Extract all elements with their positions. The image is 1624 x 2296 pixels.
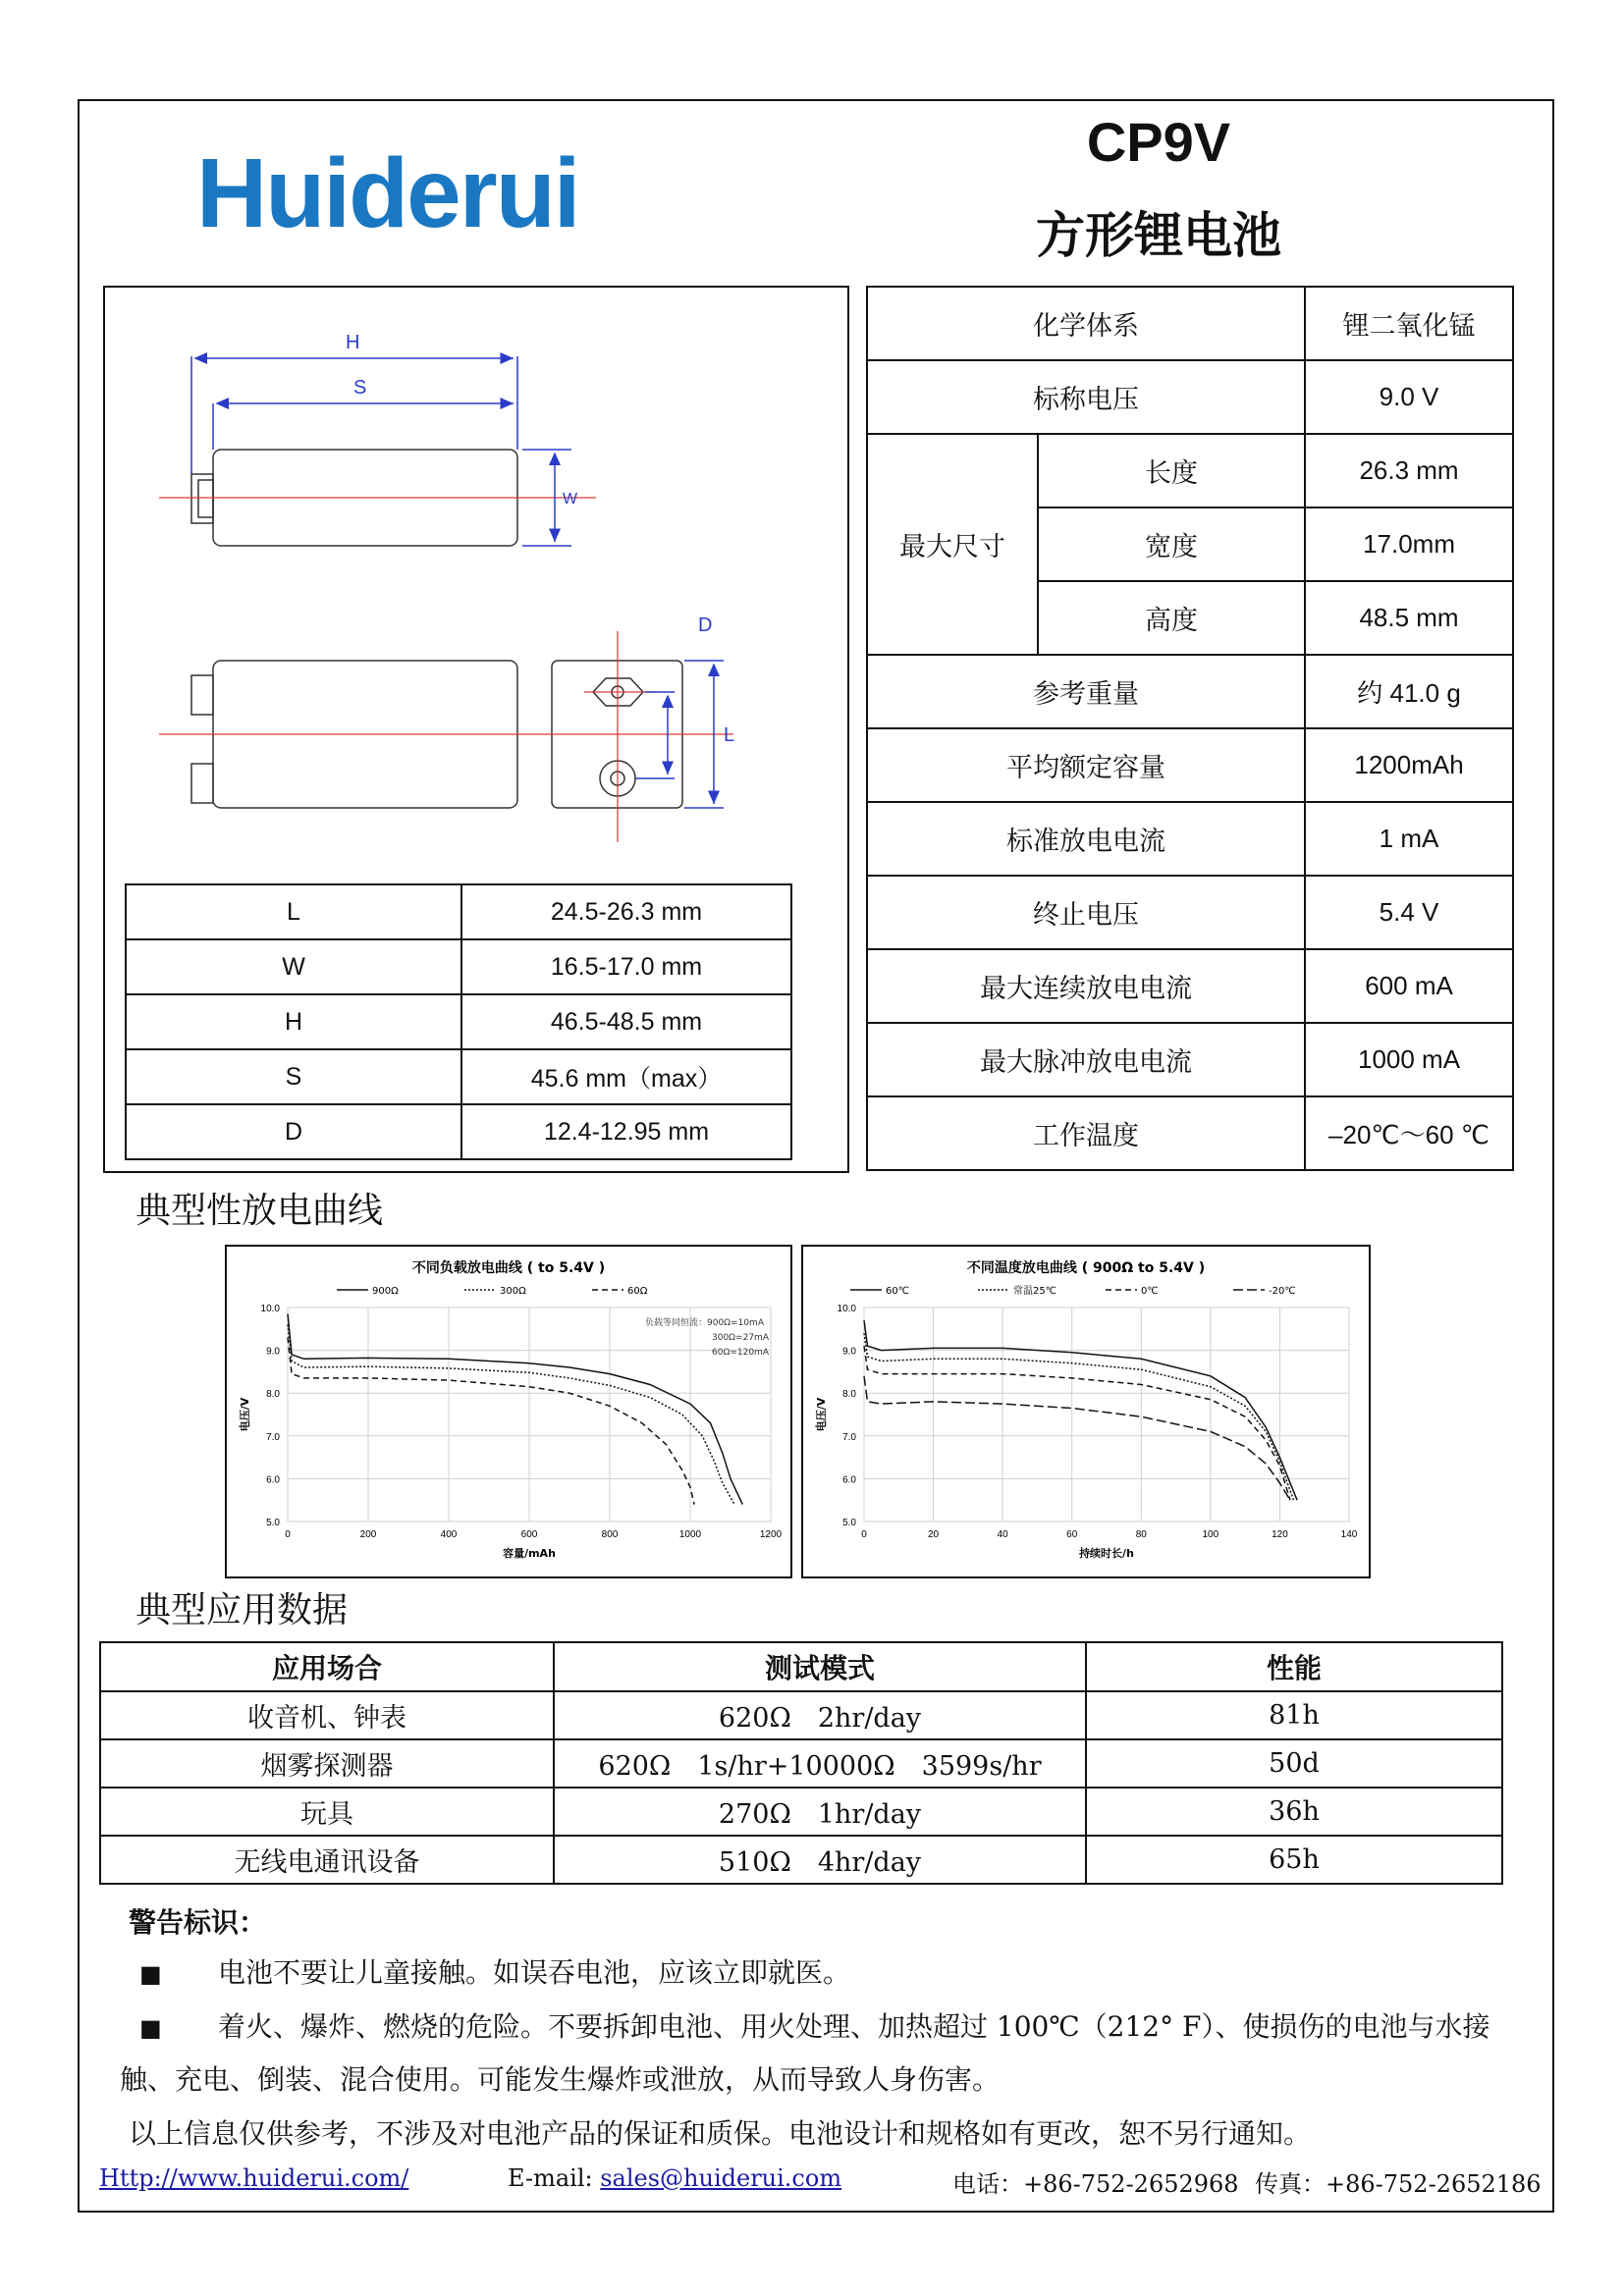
- chart-annotation: 300Ω=27mA: [712, 1333, 769, 1343]
- spec-sublabel: 高度: [1038, 581, 1305, 655]
- apps-cell: 270Ω 1hr/day: [554, 1788, 1086, 1836]
- x-tick-label: 60: [1066, 1529, 1078, 1540]
- spec-label: 参考重量: [867, 655, 1305, 728]
- disclaimer: 以上信息仅供参考，不涉及对电池产品的保证和质保。电池设计和规格如有更改，恕不另行通知。: [129, 2117, 1312, 2150]
- footer-phone: 电话：+86-752-2652968: [952, 2170, 1239, 2198]
- spec-label: 化学体系: [867, 287, 1305, 360]
- x-axis-label: 容量/mAh: [503, 1547, 556, 1560]
- y-tick-label: 5.0: [266, 1518, 280, 1528]
- spec-sublabel: 长度: [1038, 434, 1305, 507]
- y-axis-label: 电压/V: [239, 1397, 251, 1432]
- spec-value: 600 mA: [1305, 949, 1513, 1023]
- product-name: 方形锂电池: [1036, 207, 1281, 264]
- spec-label: 最大脉冲放电电流: [867, 1023, 1305, 1096]
- dimension-key: D: [126, 1104, 461, 1159]
- dimension-key: H: [126, 994, 461, 1049]
- x-tick-label: 20: [928, 1529, 940, 1540]
- chart-load: [225, 1245, 792, 1578]
- spec-value: 锂二氧化锰: [1305, 287, 1513, 360]
- x-axis-label: 持续时长/h: [1079, 1547, 1134, 1560]
- x-tick-label: 200: [359, 1529, 377, 1540]
- spec-label: 工作温度: [867, 1096, 1305, 1170]
- y-axis-label: 电压/V: [815, 1397, 828, 1432]
- x-tick-label: 600: [520, 1529, 538, 1540]
- apps-cell: 510Ω 4hr/day: [554, 1836, 1086, 1884]
- x-tick-label: 100: [1202, 1529, 1219, 1540]
- spec-row-std-current: [867, 802, 1513, 876]
- apps-cell: 50d: [1086, 1739, 1502, 1788]
- dimension-key: W: [126, 939, 461, 994]
- legend-label: 60℃: [886, 1286, 909, 1297]
- curves-heading: 典型性放电曲线: [135, 1191, 384, 1231]
- spec-row-max-pulse: [867, 1023, 1513, 1096]
- legend-label: 0℃: [1141, 1286, 1159, 1297]
- bullet-icon: ■: [139, 2014, 162, 2042]
- spec-label: 最大连续放电电流: [867, 949, 1305, 1023]
- y-tick-label: 10.0: [260, 1304, 280, 1314]
- spec-label: 平均额定容量: [867, 728, 1305, 802]
- legend-label: -20℃: [1269, 1286, 1296, 1297]
- chart-annotation: 负载等同恒流：900Ω=10mA: [645, 1318, 764, 1328]
- apps-row: [100, 1691, 1502, 1739]
- footer-fax: 传真：+86-752-2652186: [1255, 2170, 1542, 2198]
- dimension-row: [126, 884, 791, 939]
- y-tick-label: 8.0: [266, 1389, 280, 1401]
- x-tick-label: 800: [601, 1529, 619, 1540]
- dimension-value: 12.4-12.95 mm: [461, 1104, 791, 1159]
- dimension-table: [125, 883, 792, 1160]
- apps-row: [100, 1836, 1502, 1884]
- apps-col-header: 测试模式: [554, 1642, 1086, 1691]
- legend-label: 300Ω: [500, 1286, 526, 1297]
- chart-title: 不同负载放电曲线 ( to 5.4V ): [411, 1260, 606, 1276]
- plot-area: [864, 1308, 1349, 1522]
- x-tick-label: 120: [1272, 1529, 1288, 1540]
- x-tick-label: 0: [861, 1529, 867, 1540]
- apps-cell: 36h: [1086, 1788, 1502, 1836]
- label-w: W: [563, 491, 578, 507]
- x-tick-label: 80: [1135, 1529, 1147, 1540]
- apps-cell: 65h: [1086, 1836, 1502, 1884]
- spec-row-max-cont: [867, 949, 1513, 1023]
- spec-row-cutoff: [867, 876, 1513, 949]
- y-tick-label: 5.0: [842, 1518, 856, 1528]
- apps-cell: 烟雾探测器: [100, 1739, 554, 1788]
- apps-cell: 620Ω 1s/hr+10000Ω 3599s/hr: [554, 1739, 1086, 1788]
- spec-row-capacity: [867, 728, 1513, 802]
- label-h: H: [346, 332, 360, 353]
- spec-value: 1200mAh: [1305, 728, 1513, 802]
- apps-row: [100, 1739, 1502, 1788]
- spec-row-temp: [867, 1096, 1513, 1170]
- product-model: CP9V: [1086, 111, 1231, 173]
- spec-sublabel: 宽度: [1038, 507, 1305, 581]
- y-tick-label: 6.0: [266, 1474, 280, 1486]
- spec-label: 标准放电电流: [867, 802, 1305, 876]
- spec-row-length: [867, 434, 1513, 507]
- y-tick-label: 8.0: [842, 1389, 856, 1401]
- apps-cell: 玩具: [100, 1788, 554, 1836]
- warning-item-2: ■ 着火、爆炸、燃烧的危险。不要拆卸电池、用火处理、加热超过 100℃（212° F）、使损伤的电池与水接: [120, 2005, 1534, 2045]
- y-tick-label: 9.0: [266, 1346, 280, 1358]
- dimension-row: [126, 994, 791, 1049]
- label-d: D: [698, 614, 713, 636]
- label-l: L: [724, 724, 735, 746]
- dimension-value: 16.5-17.0 mm: [461, 939, 791, 994]
- x-tick-label: 1000: [678, 1529, 702, 1540]
- spec-table: [866, 286, 1514, 1171]
- y-tick-label: 10.0: [837, 1304, 856, 1314]
- apps-cell: 81h: [1086, 1691, 1502, 1739]
- spec-row-chemistry: [867, 287, 1513, 360]
- chart-annotation: 60Ω=120mA: [712, 1348, 769, 1358]
- dimension-value: 46.5-48.5 mm: [461, 994, 791, 1049]
- apps-col-header: 应用场合: [100, 1642, 554, 1691]
- spec-label-max-size: 最大尺寸: [867, 434, 1038, 655]
- x-tick-label: 40: [997, 1529, 1008, 1540]
- dimension-key: L: [126, 884, 461, 939]
- footer-email: E-mail: sales@huiderui.com: [508, 2164, 842, 2192]
- spec-value: 26.3 mm: [1305, 434, 1513, 507]
- y-tick-label: 6.0: [842, 1474, 856, 1486]
- warning-item-2-cont: 触、充电、倒装、混合使用。可能发生爆炸或泄放，从而导致人身伤害。: [120, 2063, 1001, 2096]
- spec-value: –20℃～60 ℃: [1305, 1096, 1513, 1170]
- spec-label: 标称电压: [867, 360, 1305, 434]
- chart-title: 不同温度放电曲线 ( 900Ω to 5.4V ): [966, 1260, 1206, 1276]
- dimension-row: [126, 1104, 791, 1159]
- warning-title: 警告标识：: [129, 1906, 267, 1939]
- email-link[interactable]: sales@huiderui.com: [600, 2164, 842, 2192]
- apps-cell: 收音机、钟表: [100, 1691, 554, 1739]
- apps-cell: 无线电通讯设备: [100, 1836, 554, 1884]
- y-tick-label: 7.0: [842, 1431, 856, 1443]
- bullet-icon: ■: [139, 1960, 162, 1988]
- brand-logo: Huiderui: [196, 138, 579, 248]
- x-tick-label: 1200: [759, 1529, 783, 1540]
- x-tick-label: 400: [440, 1529, 458, 1540]
- x-tick-label: 0: [285, 1529, 291, 1540]
- chart-temp-svg: [803, 1247, 1369, 1576]
- dimension-row: [126, 939, 791, 994]
- legend-label: 900Ω: [372, 1286, 399, 1297]
- dimension-value: 24.5-26.3 mm: [461, 884, 791, 939]
- apps-heading: 典型应用数据: [135, 1590, 349, 1630]
- y-tick-label: 7.0: [266, 1431, 280, 1443]
- website-link[interactable]: Http://www.huiderui.com/: [99, 2164, 409, 2192]
- spec-row-voltage: [867, 360, 1513, 434]
- spec-value: 约 41.0 g: [1305, 655, 1513, 728]
- dimension-key: S: [126, 1049, 461, 1104]
- y-tick-label: 9.0: [842, 1346, 856, 1358]
- spec-value: 5.4 V: [1305, 876, 1513, 949]
- legend-label: 常温25℃: [1013, 1286, 1056, 1297]
- chart-temp: [801, 1245, 1371, 1578]
- chart-load-svg: [227, 1247, 790, 1576]
- spec-value: 1 mA: [1305, 802, 1513, 876]
- warning-item-1: ■ 电池不要让儿童接触。如误吞电池，应该立即就医。: [120, 1951, 1534, 1991]
- apps-col-header: 性能: [1086, 1642, 1502, 1691]
- battery-drawing: [105, 288, 847, 877]
- apps-header-row: [100, 1642, 1502, 1691]
- legend-label: 60Ω: [627, 1286, 648, 1297]
- spec-label: 终止电压: [867, 876, 1305, 949]
- dimension-row: [126, 1049, 791, 1104]
- apps-cell: 620Ω 2hr/day: [554, 1691, 1086, 1739]
- spec-row-weight: [867, 655, 1513, 728]
- spec-value: 48.5 mm: [1305, 581, 1513, 655]
- dimension-value: 45.6 mm（max）: [461, 1049, 791, 1104]
- footer-website[interactable]: [99, 2164, 408, 2192]
- label-s: S: [353, 377, 367, 399]
- spec-value: 17.0mm: [1305, 507, 1513, 581]
- x-tick-label: 140: [1340, 1529, 1358, 1540]
- spec-value: 1000 mA: [1305, 1023, 1513, 1096]
- spec-value: 9.0 V: [1305, 360, 1513, 434]
- application-table: [99, 1641, 1503, 1885]
- apps-row: [100, 1788, 1502, 1836]
